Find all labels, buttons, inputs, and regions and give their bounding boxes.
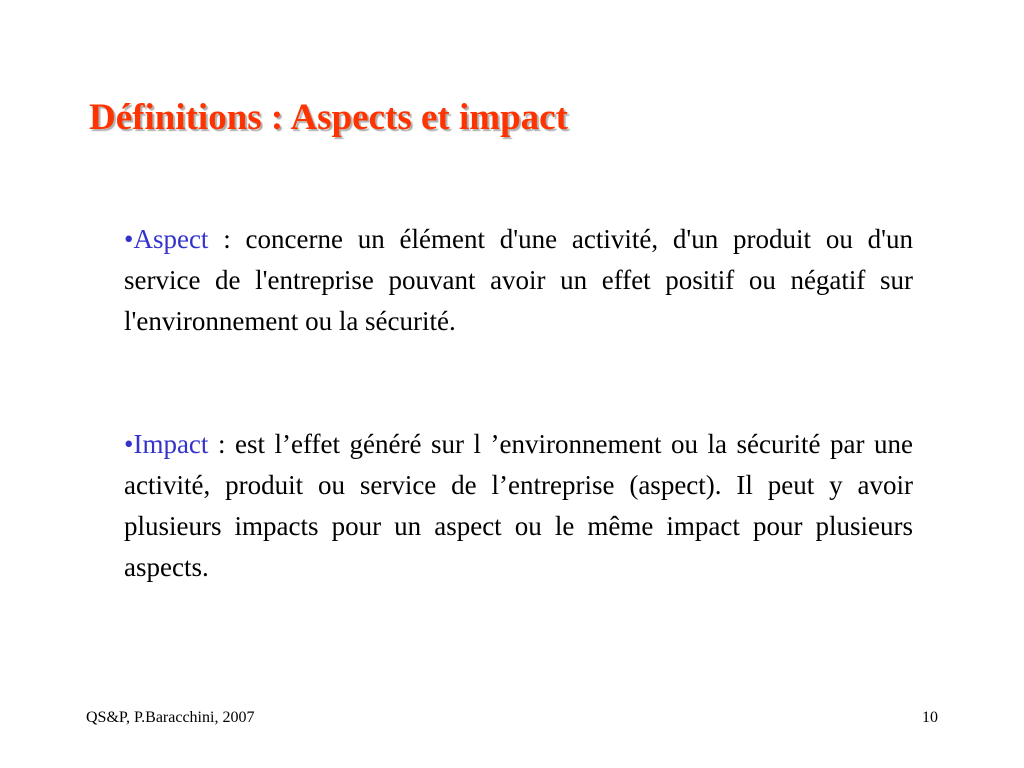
- page-number: 10: [922, 709, 938, 726]
- bullet-icon: •: [124, 429, 134, 459]
- slide-title: Définitions : Aspects et impact: [89, 97, 568, 138]
- term-impact: Impact: [133, 429, 209, 459]
- term-aspect: Aspect: [133, 224, 209, 254]
- definition-aspect: [124, 219, 913, 342]
- bullet-icon: •: [124, 224, 134, 254]
- footer-credit: QS&P, P.Baracchini, 2007: [86, 709, 255, 726]
- definition-impact-text: : est l’effet généré sur l ’environnement ou la sécurité par une activité, produit ou service de l’entreprise (aspect). Il peut y avoir plusieurs impacts pour un aspect ou le même impact pour plusieurs aspects.: [124, 429, 913, 582]
- slide-body: [124, 219, 913, 588]
- definition-impact: [124, 424, 913, 588]
- definition-aspect-text: : concerne un élément d'une activité, d'un produit ou d'un service de l'entreprise pouvant avoir un effet positif ou négatif sur l'environnement ou la sécurité.: [124, 224, 913, 336]
